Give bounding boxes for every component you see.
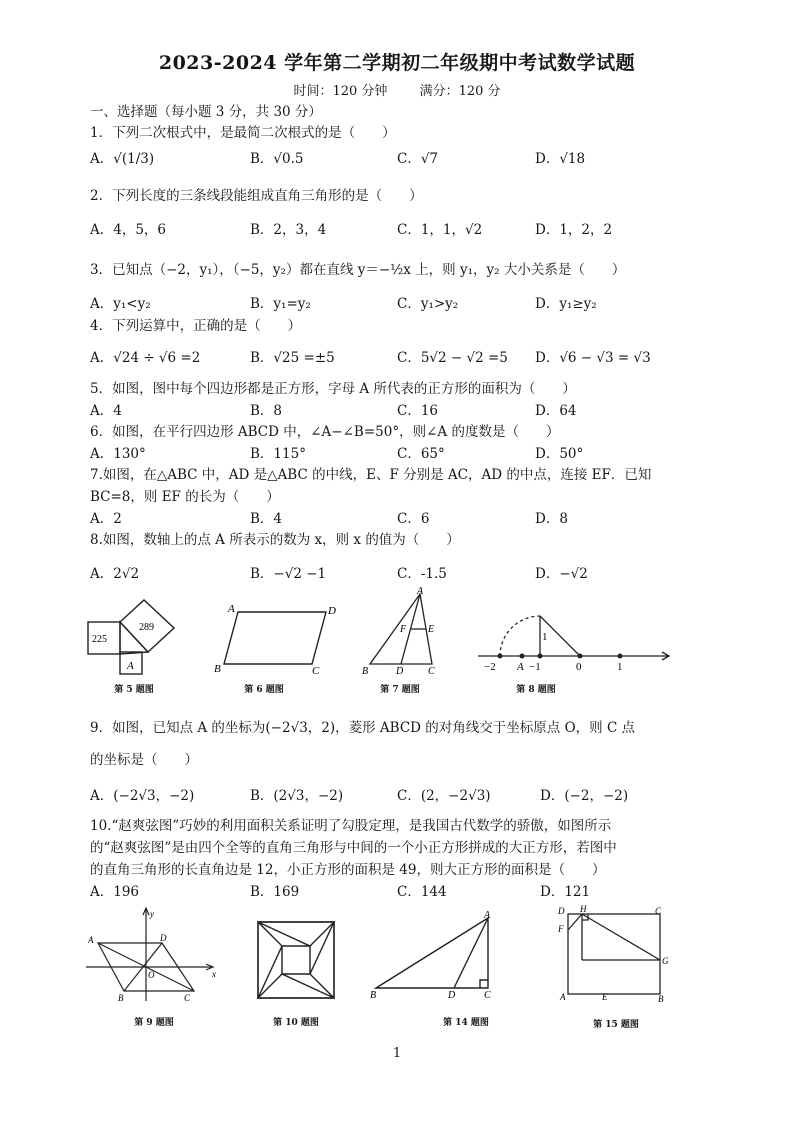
q3-option-b: B．y₁=y₂: [250, 296, 311, 312]
fig15-label-e: E: [602, 992, 608, 1002]
caption-fig15: 第 15 题图: [593, 1020, 639, 1030]
figure-q14: [366, 910, 502, 1004]
q9-option-c: C．(2，−2√3): [397, 788, 491, 804]
fig5-label-225: 225: [92, 634, 107, 645]
fig8-tick-a: A: [517, 661, 524, 673]
q6-option-a: A．130°: [90, 446, 146, 462]
page-number: 1: [392, 1046, 402, 1061]
q9-option-b: B．(2√3，−2): [250, 788, 344, 804]
fig7-label-d: D: [396, 666, 404, 677]
q10-option-c: C．144: [397, 884, 447, 900]
caption-fig9: 第 9 题图: [134, 1018, 174, 1028]
fig7-label-c: C: [428, 666, 435, 677]
exam-title: 2023-2024 学年第二学期初二年级期中考试数学试题: [158, 52, 636, 74]
q10-option-d: D．121: [540, 884, 591, 900]
q10-option-a: A．196: [90, 884, 140, 900]
fig5-label-289: 289: [139, 622, 154, 633]
fig9-label-b: B: [118, 993, 124, 1003]
fig6-label-b: B: [214, 663, 221, 675]
q7-option-a: A．2: [90, 511, 122, 527]
q5-option-a: A．4: [90, 403, 122, 419]
fig14-label-c: C: [484, 990, 491, 1001]
q3-option-a: A．y₁<y₂: [90, 296, 151, 312]
q3-option-d: D．y₁≥y₂: [535, 296, 597, 312]
q6-option-b: B．115°: [250, 446, 306, 462]
figure-q5: [86, 590, 186, 685]
figure-q15: [554, 902, 674, 1008]
fig8-tick-1: 1: [617, 661, 623, 673]
exam-time: 时间：120 分钟: [293, 84, 388, 99]
q9-stem: 9．如图，已知点 A 的坐标为(−2√3，2)，菱形 ABCD 的对角线交于坐标原点 O，则 C 点: [90, 720, 636, 736]
q2-option-b: B．2，3，4: [250, 222, 327, 238]
q5-option-b: B．8: [250, 403, 283, 419]
fig15-label-d: D: [558, 906, 565, 916]
q9-option-a: A．(−2√3，−2): [90, 788, 195, 804]
q3-stem: 3．已知点（−2，y₁），（−5，y₂）都在直线 y＝−½x 上，则 y₁，y₂ 大小关系是（ ）: [90, 262, 626, 278]
q7-option-c: C．6: [397, 511, 430, 527]
q1-option-a: A．√(1/3): [90, 151, 155, 167]
q10-stem-line3: 的直角三角形的长直角边是 12，小正方形的面积是 49，则大正方形的面积是（ ）: [90, 862, 606, 878]
fig6-label-d: D: [328, 605, 336, 617]
q8-option-b: B．−√2 −1: [250, 566, 327, 582]
q1-stem: 1．下列二次根式中，是最简二次根式的是（ ）: [90, 125, 396, 141]
q10-stem-line2: 的“赵爽弦图”是由四个全等的直角三角形与中间的一个小正方形拼成的大正方形，若图中: [90, 840, 617, 856]
figure-q8: [478, 606, 674, 676]
caption-fig7: 第 7 题图: [380, 685, 420, 695]
q7-stem: 7.如图，在△ABC 中，AD 是△ABC 的中线，E、F 分别是 AC，AD 的中点，连接 EF．已知: [90, 467, 652, 483]
figure-q7: [358, 586, 448, 678]
fig15-label-f: F: [558, 924, 564, 934]
q4-option-a: A．√24 ÷ √6 =2: [90, 350, 201, 366]
figure-q9: [84, 905, 220, 1005]
caption-fig10: 第 10 题图: [273, 1018, 319, 1028]
q8-option-a: A．2√2: [90, 566, 140, 582]
fig8-tick-neg2: −2: [484, 661, 496, 673]
fig14-label-d: D: [448, 990, 456, 1001]
q6-option-c: C．65°: [397, 446, 445, 462]
fig8-tick-0: 0: [576, 661, 582, 673]
caption-fig14: 第 14 题图: [443, 1018, 489, 1028]
q4-option-c: C．5√2 − √2 =5: [397, 350, 508, 366]
fig7-label-e: E: [428, 624, 435, 635]
fig9-axis-x: x: [212, 969, 216, 979]
fig6-label-c: C: [312, 665, 320, 677]
q2-stem: 2．下列长度的三条线段能组成直角三角形的是（ ）: [90, 188, 423, 204]
fig7-label-a: A: [417, 586, 424, 597]
fig9-label-c: C: [184, 993, 191, 1003]
q1-option-c: C．√7: [397, 151, 439, 167]
fig15-label-b: B: [658, 994, 664, 1004]
figure-q6: [212, 598, 342, 678]
q9-stem-line2: 的坐标是（ ）: [90, 752, 198, 768]
q4-option-d: D．√6 − √3 = √3: [535, 350, 651, 366]
q2-option-d: D．1，2，2: [535, 222, 613, 238]
q5-option-d: D．64: [535, 403, 577, 419]
fig15-label-c: C: [655, 906, 662, 916]
fig9-label-d: D: [160, 933, 167, 943]
fig9-label-o: O: [148, 970, 155, 980]
q10-stem: 10.“赵爽弦图”巧妙的利用面积关系证明了勾股定理，是我国古代数学的骄傲，如图所示: [90, 818, 612, 834]
fig7-label-f: F: [400, 624, 407, 635]
q5-stem: 5．如图，图中每个四边形都是正方形，字母 A 所代表的正方形的面积为（ ）: [90, 381, 576, 397]
fig14-label-a: A: [484, 910, 491, 921]
q2-option-a: A．4，5，6: [90, 222, 167, 238]
q2-option-c: C．1，1，√2: [397, 222, 483, 238]
q5-option-c: C．16: [397, 403, 439, 419]
fig8-tick-neg1: −1: [529, 661, 541, 673]
exam-score: 满分：120 分: [419, 84, 501, 99]
fig9-axis-y: y: [150, 909, 154, 919]
fig14-label-b: B: [370, 990, 377, 1001]
caption-fig5: 第 5 题图: [114, 685, 154, 695]
section-heading: 一、选择题（每小题 3 分，共 30 分）: [90, 104, 322, 120]
fig8-height-label: 1: [542, 631, 548, 643]
exam-subtitle: [0, 80, 794, 99]
q3-option-c: C．y₁>y₂: [397, 296, 459, 312]
q1-option-b: B．√0.5: [250, 151, 304, 167]
fig6-label-a: A: [228, 603, 235, 615]
q9-option-d: D．(−2，−2): [540, 788, 629, 804]
q4-stem: 4．下列运算中，正确的是（ ）: [90, 318, 302, 334]
q1-option-d: D．√18: [535, 151, 586, 167]
q8-option-d: D．−√2: [535, 566, 588, 582]
fig15-label-h: H: [580, 904, 587, 914]
q6-stem: 6．如图，在平行四边形 ABCD 中，∠A−∠B=50°，则∠A 的度数是（ ）: [90, 424, 560, 440]
fig5-label-a: A: [127, 660, 134, 672]
fig7-label-b: B: [362, 666, 369, 677]
q7-stem-line2: BC=8，则 EF 的长为（ ）: [90, 489, 280, 505]
q6-option-d: D．50°: [535, 446, 584, 462]
q8-stem: 8.如图，数轴上的点 A 所表示的数为 x，则 x 的值为（ ）: [90, 532, 460, 548]
fig15-label-a: A: [560, 992, 566, 1002]
q7-option-b: B．4: [250, 511, 283, 527]
fig15-label-g: G: [662, 956, 669, 966]
q7-option-d: D．8: [535, 511, 568, 527]
figure-q10: [256, 920, 336, 1000]
q10-option-b: B．169: [250, 884, 300, 900]
fig9-label-a: A: [88, 935, 94, 945]
q4-option-b: B．√25 =±5: [250, 350, 335, 366]
caption-fig6: 第 6 题图: [244, 685, 284, 695]
caption-fig8: 第 8 题图: [516, 685, 556, 695]
q8-option-c: C．-1.5: [397, 566, 447, 582]
